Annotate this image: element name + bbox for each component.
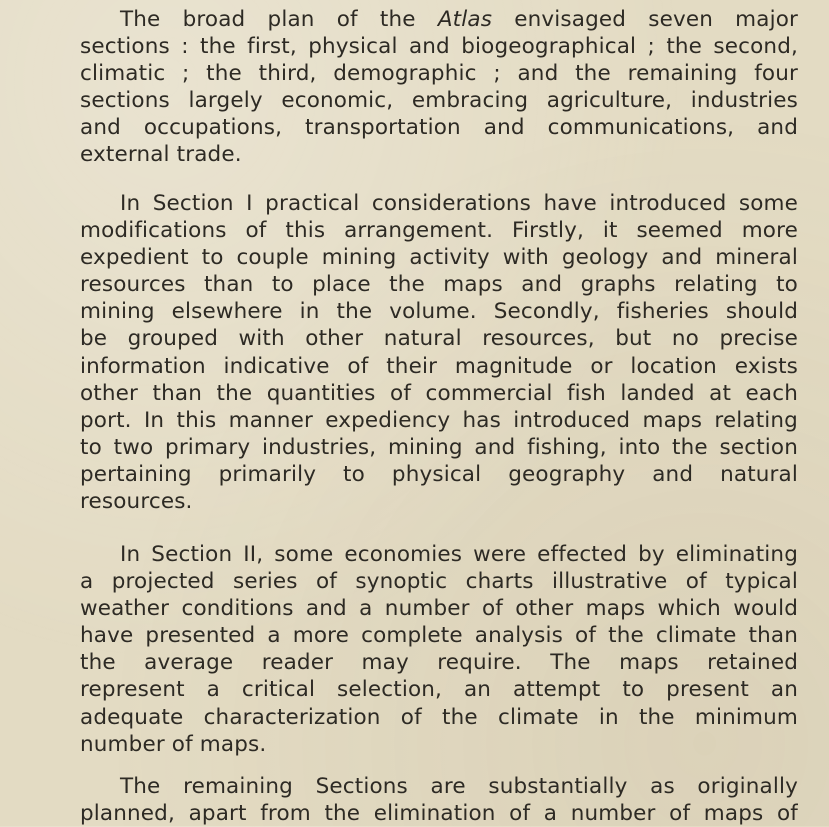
- text-line: external trade.: [80, 142, 242, 168]
- text-line: The remaining Sections are substantially as originally: [120, 774, 798, 799]
- text-line: In Section II, some economies were effected by eliminating: [120, 542, 798, 567]
- text-line: information indicative of their magnitude or location exists: [80, 353, 798, 379]
- text-line: modifications of this arrangement. Firstly, it seemed more: [80, 218, 798, 244]
- text-line: have presented a more complete analysis of the climate than: [80, 623, 798, 649]
- text-line: number of maps.: [80, 731, 267, 757]
- text-line: sections : the first, physical and biogeographical ; the second,: [80, 34, 798, 60]
- text-line: resources.: [80, 489, 193, 515]
- text-line: planned, apart from the elimination of a number of maps of: [80, 801, 798, 827]
- text-line: resources than to place the maps and graphs relating to: [80, 272, 798, 298]
- text-line: In Section I practical considerations have introduced some: [120, 191, 798, 216]
- text-line: climatic ; the third, demographic ; and the remaining four: [80, 61, 798, 87]
- text-line: weather conditions and a number of other maps which would: [80, 596, 798, 622]
- text-line: adequate characterization of the climate in the minimum: [80, 704, 798, 730]
- text-line: pertaining primarily to physical geography and natural: [80, 461, 798, 487]
- paragraph-section-one: [80, 190, 798, 515]
- text-line: to two primary industries, mining and fishing, into the section: [80, 434, 798, 460]
- text-line: a projected series of synoptic charts illustrative of typical: [80, 569, 798, 595]
- text-line: sections largely economic, embracing agriculture, industries: [80, 88, 798, 114]
- text-line: and occupations, transportation and communications, and: [80, 115, 798, 141]
- text-line: [80, 6, 798, 33]
- paragraph-remaining-sections: [80, 773, 798, 827]
- text-line: expedient to couple mining activity with geology and mineral: [80, 245, 798, 271]
- text-run: envisaged seven major: [492, 7, 798, 32]
- text-line: port. In this manner expediency has introduced maps relating: [80, 407, 798, 433]
- text-line: mining elsewhere in the volume. Secondly, fisheries should: [80, 299, 798, 325]
- text-line: be grouped with other natural resources, but no precise: [80, 326, 798, 352]
- atlas-italic-title: Atlas: [437, 7, 493, 32]
- text-line: represent a critical selection, an attempt to present an: [80, 677, 798, 703]
- text-run: The broad plan of the: [120, 7, 438, 32]
- paragraph-atlas-plan: [80, 6, 798, 169]
- paragraph-section-two: [80, 541, 798, 758]
- text-line: the average reader may require. The maps retained: [80, 650, 798, 676]
- text-line: other than the quantities of commercial fish landed at each: [80, 380, 798, 406]
